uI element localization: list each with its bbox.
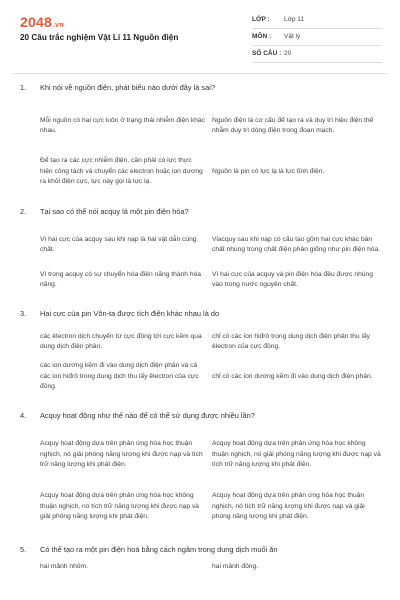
options — [0, 326, 400, 396]
option-a[interactable]: Acquy hoạt động dựa trên phản ứng hóa học thuận nghịch, nó giải phóng năng lượng khi được nạp và tích trữ năng lượng khi phát điện. — [40, 440, 203, 469]
option-a[interactable]: hai mảnh nhôm. — [40, 563, 88, 570]
question-4 — [0, 404, 400, 532]
options — [0, 560, 400, 574]
question-text: Hai cực của pin Vôn-ta được tích điện khác nhau là do — [40, 309, 220, 318]
option-row — [0, 326, 400, 356]
option-c[interactable]: các ion dương kẽm đi vào dung dịch điện phân và cả các ion hiđrô trong dung dịch thu lấy êlectron của cực đồng. — [40, 362, 199, 391]
document-header — [0, 0, 400, 64]
option-c[interactable]: Để tạo ra các cực nhiễm điện, cần phải có lực thực hiện công tách và chuyển các electron hoặc ion dương ra khỏi điện cực, lực này gọi là lực lạ. — [40, 157, 203, 186]
option-row — [0, 102, 400, 148]
options — [0, 428, 400, 532]
question-header — [0, 404, 400, 428]
question-3 — [0, 302, 400, 396]
option-c[interactable]: Acquy hoạt động dựa trên phản ứng hóa học không thuận nghịch, nó tích trữ năng lượng khi được nạp và giải phóng năng lượng khi phát điện. — [40, 492, 200, 521]
question-header — [0, 538, 400, 560]
option-b[interactable]: Nguồn điện là cơ cấu để tạo ra và duy trì hiệu điện thế nhằm duy trì dòng điện trong đoạn mạch. — [212, 116, 374, 134]
option-row — [0, 264, 400, 294]
question-number: 4. — [20, 411, 27, 420]
option-b[interactable]: Viacquy sau khi nạp có cấu tạo gồm hai cực khác bản chất nhúng trong chất điện phân giống như pin điện hóa. — [212, 235, 381, 253]
meta-label: MÔN : — [252, 33, 272, 40]
meta-value: Lớp 11 — [284, 16, 305, 23]
options — [0, 224, 400, 294]
meta-value: Vật lý — [284, 33, 301, 40]
option-d[interactable]: Vì hai cực của acquy và pin điện hóa đều được nhúng vào trong nước nguyên chất. — [212, 270, 373, 288]
option-d[interactable]: Nguồn là pin có lực lạ là lực tĩnh điện. — [212, 167, 325, 175]
logo-suffix: .vn — [52, 22, 64, 29]
question-header — [0, 200, 400, 224]
question-5 — [0, 538, 400, 574]
question-1 — [0, 76, 400, 194]
option-d[interactable]: Acquy hoạt động dựa trên phản ứng hóa học thuận nghịch, nó tích trữ năng lượng khi được nạp và giải phóng năng lượng khi phát điện. — [212, 492, 365, 521]
option-row — [0, 148, 400, 194]
question-number: 2. — [20, 207, 27, 216]
document-title: 20 Câu trắc nghiệm Vật Lí 11 Nguồn điện — [20, 33, 179, 42]
question-header — [0, 302, 400, 326]
meta-row-count — [252, 46, 382, 63]
option-b[interactable]: chỉ có các ion hiđrô trong dung dịch điện phân thu lấy êlectron của cực đồng. — [212, 332, 371, 350]
option-a[interactable]: các êlectron dịch chuyển từ cực đồng tới cực kẽm qua dung dịch điện phân. — [40, 332, 202, 350]
options — [0, 102, 400, 194]
question-number: 3. — [20, 309, 27, 318]
option-row — [0, 480, 400, 532]
meta-row-subject — [252, 29, 382, 46]
question-header — [0, 76, 400, 102]
option-b[interactable]: Acquy hoạt động dựa trên phản ứng hóa học không thuận nghịch, nó giải phóng năng lượng khi được nạp và tích trữ năng lượng khi phát điện. — [212, 440, 381, 469]
logo-text: 2048 — [20, 14, 52, 30]
option-c[interactable]: Vì trong acquy có sự chuyển hóa điện năng thành hóa năng. — [40, 270, 202, 288]
meta-value: 20 — [284, 50, 292, 57]
question-text: Khi nói về nguồn điện, phát biểu nào dưới đây là sai? — [40, 83, 215, 92]
site-logo[interactable] — [20, 14, 64, 30]
option-row — [0, 428, 400, 480]
option-row — [0, 224, 400, 264]
meta-label: SỐ CÂU : — [252, 50, 282, 57]
header-divider — [12, 73, 388, 74]
question-list — [0, 76, 400, 574]
question-text: Tại sao có thể nói acquy là một pin điện hóa? — [40, 207, 189, 216]
option-row — [0, 356, 400, 396]
question-2 — [0, 200, 400, 294]
question-number: 5. — [20, 545, 27, 554]
option-a[interactable]: Mỗi nguồn có hai cực luôn ở trạng thái nhiễm điện khác nhau. — [40, 116, 205, 134]
meta-info — [252, 12, 382, 63]
meta-row-class — [252, 12, 382, 29]
option-row — [0, 560, 400, 574]
question-text: Acquy hoạt động như thế nào để có thể sử dụng được nhiều lần? — [40, 411, 255, 420]
option-a[interactable]: Vì hai cực của acquy sau khi nạp là hai vật dẫn cùng chất. — [40, 235, 197, 253]
meta-label: LỚP : — [252, 16, 270, 23]
question-number: 1. — [20, 83, 27, 92]
question-text: Có thể tạo ra một pin điện hoá bằng cách ngâm trong dung dịch muối ăn — [40, 545, 278, 554]
option-d[interactable]: chỉ có các ion dương kẽm đi vào dung dịch điện phân. — [212, 372, 373, 380]
option-b[interactable]: hai mảnh đồng. — [212, 563, 259, 570]
